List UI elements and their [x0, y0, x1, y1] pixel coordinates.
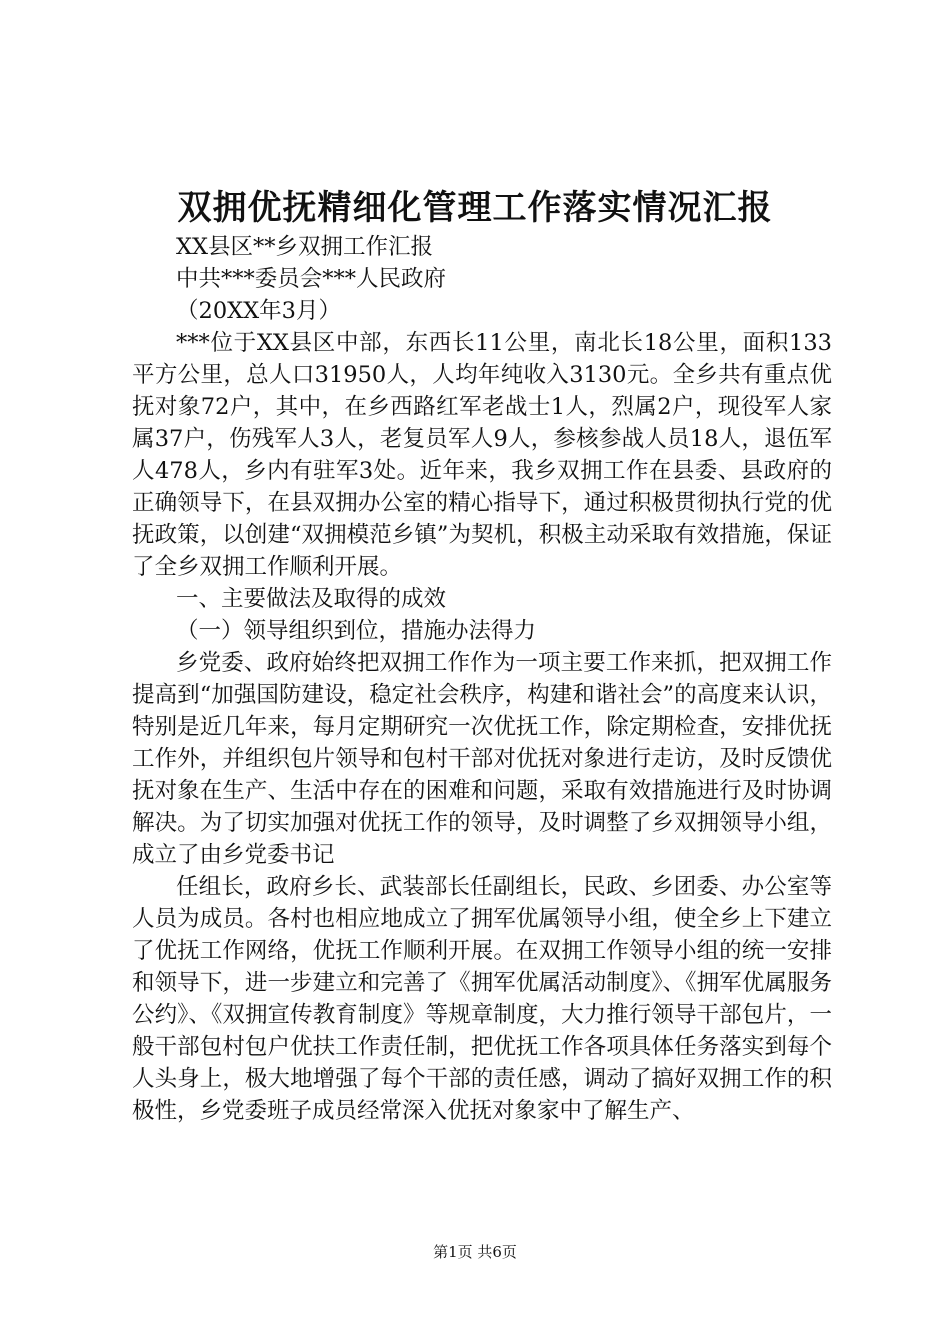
header-line-committee: 中共***委员会***人民政府 — [176, 266, 447, 292]
paragraph-organization: 任组长，政府乡长、武装部长任副组长，民政、乡团委、办公室等人员为成员。各村也相应地成立了拥军优属领导小组，使全乡上下建立了优抚工作网络，优抚工作顺利开展。在双拥工作领导小组的统一安排和领导下，进一步建立和完善了《拥军优属活动制度》、《拥军优属服务公约》、《双拥宣传教育制度》等规章制度，大力推行领导干部包片，一般干部包村包户优扶工作责任制，把优抚工作各项具体任务落实到每个人头身上，极大地增强了每个干部的责任感，调动了搞好双拥工作的积极性，乡党委班子成员经常深入优抚对象家中了解生产、 — [132, 874, 832, 1124]
header-line-county: XX县区**乡双拥工作汇报 — [176, 234, 434, 260]
paragraph-leadership: 乡党委、政府始终把双拥工作作为一项主要工作来抓，把双拥工作提高到“加强国防建设，稳定社会秩序，构建和谐社会”的高度来认识，特别是近几年来，每月定期研究一次优抚工作，除定期检查，安排优抚工作外，并组织包片领导和包村干部对优抚对象进行走访，及时反馈优抚对象在生产、生活中存在的困难和问题，采取有效措施进行及时协调解决。为了切实加强对优抚工作的领导，及时调整了乡双拥领导小组，成立了由乡党委书记 — [132, 650, 832, 868]
document-body — [132, 231, 832, 1127]
section-heading-1: 一、主要做法及取得的成效 — [176, 586, 447, 612]
document-title: 双拥优抚精细化管理工作落实情况汇报 — [177, 188, 773, 228]
paragraph-overview: ***位于XX县区中部，东西长11公里，南北长18公里，面积133平方公里，总人口31950人，人均年纯收入3130元。全乡共有重点优抚对象72户，其中，在乡西路红军老战士1人，烈属2户，现役军人家属37户，伤残军人3人，老复员军人9人，参核参战人员18人，退伍军人478人，乡内有驻军3处。近年来，我乡双拥工作在县委、县政府的正确领导下，在县双拥办公室的精心指导下，通过积极贯彻执行党的优抚政策，以创建“双拥模范乡镇”为契机，积极主动采取有效措施，保证了全乡双拥工作顺利开展。 — [132, 330, 832, 580]
subsection-heading-1: （一）领导组织到位，措施办法得力 — [176, 618, 537, 644]
page-indicator: 第1页 共6页 — [433, 1243, 517, 1261]
header-line-date: （20XX年3月） — [176, 298, 341, 324]
